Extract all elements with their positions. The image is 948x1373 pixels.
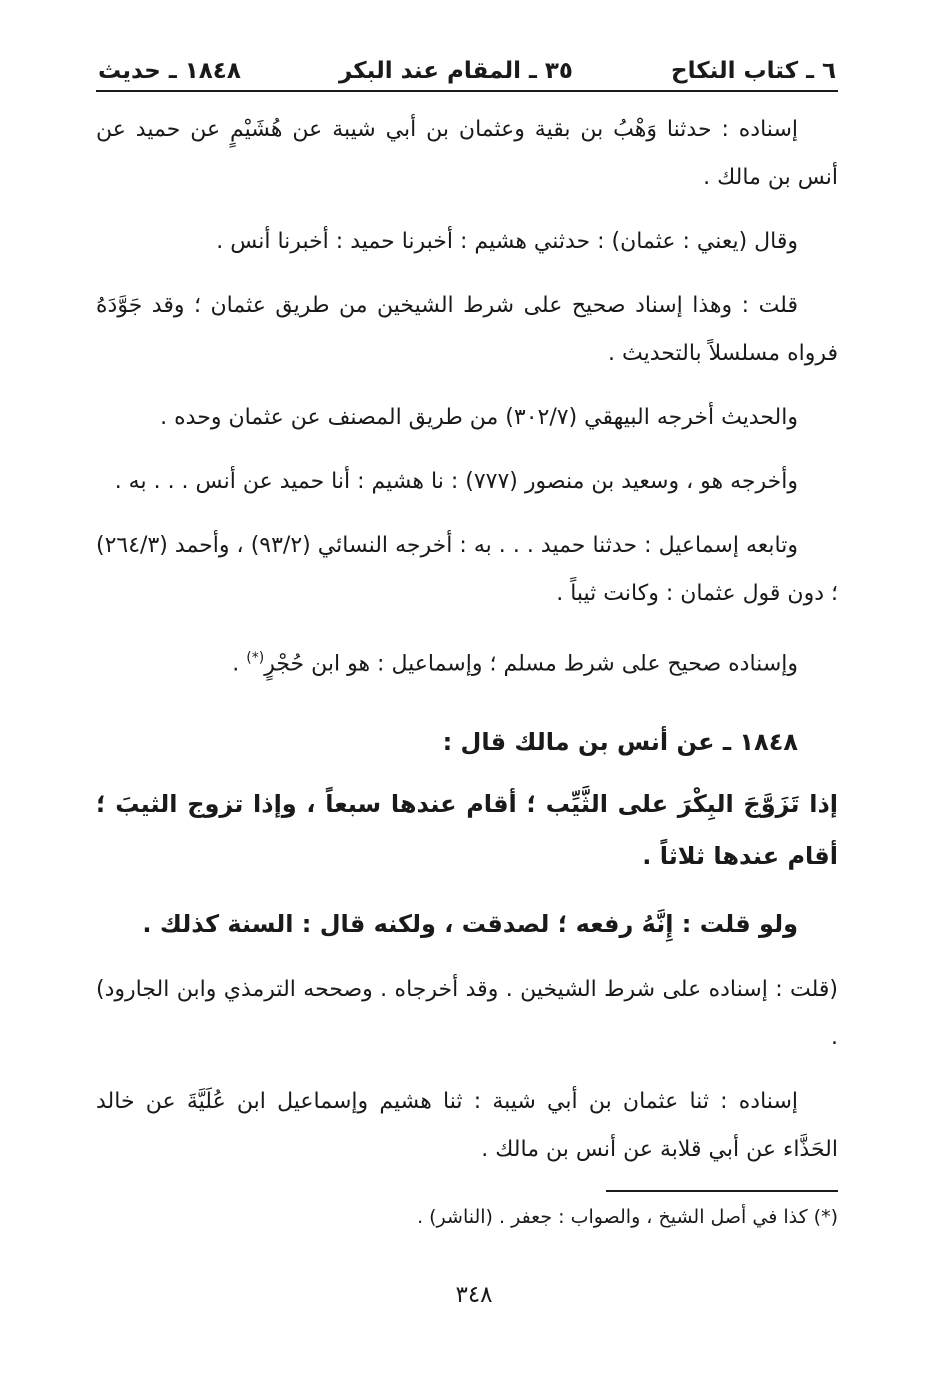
footnote-divider bbox=[606, 1190, 838, 1192]
page-body bbox=[96, 106, 838, 1234]
hadith-isnad bbox=[96, 1078, 838, 1174]
paragraph-text: وأخرجه هو ، وسعيد بن منصور (٧٧٧) : نا هشيم : أنا حميد عن أنس . . . به . bbox=[114, 469, 798, 494]
paragraph-text: إسناده : حدثنا وَهْبُ بن بقية وعثمان بن أبي شيبة عن هُشَيْمٍ عن حميد عن أنس بن مالك . bbox=[96, 117, 838, 190]
paragraph-ismail bbox=[96, 522, 838, 618]
hadith-heading-text: ١٨٤٨ ـ عن أنس بن مالك قال : bbox=[442, 728, 798, 757]
paragraph-text: والحديث أخرجه البيهقي (٣٠٢/٧) من طريق المصنف عن عثمان وحده . bbox=[160, 405, 798, 430]
paragraph-uthman-quote bbox=[96, 218, 838, 266]
paragraph-bayhaqi bbox=[96, 394, 838, 442]
paragraph-text: قلت : وهذا إسناد صحيح على شرط الشيخين من طريق عثمان ؛ وقد جَوَّدَهُ فرواه مسلسلاً بالتحديث . bbox=[96, 293, 838, 366]
paragraph-isnad-note bbox=[96, 634, 838, 688]
paragraph-isnad bbox=[96, 106, 838, 202]
hadith-matn: إذا تَزَوَّجَ البِكْرَ على الثَّيِّب ؛ أقام عندها سبعاً ، وإذا تزوج الثيبَ ؛ أقام عندها ثلاثاً . bbox=[96, 790, 838, 871]
page-number: ٣٤٨ bbox=[455, 1282, 493, 1308]
header-section: ٣٥ ـ المقام عند البكر bbox=[339, 58, 573, 84]
header-chapter: ٦ ـ كتاب النكاح bbox=[671, 58, 836, 84]
paragraph-saeed bbox=[96, 458, 838, 506]
paragraph-text: وتابعه إسماعيل : حدثنا حميد . . . به : أخرجه النسائي (٩٣/٢) ، وأحمد (٢٦٤/٣) ؛ دون قول عثمان : وكانت ثيباً . bbox=[96, 533, 838, 606]
paragraph-text: وإسناده صحيح على شرط مسلم ؛ وإسماعيل : هو ابن حُجْرٍ bbox=[264, 651, 798, 677]
paragraph-grading bbox=[96, 282, 838, 378]
paragraph-text: وقال (يعني : عثمان) : حدثني هشيم : أخبرنا حميد : أخبرنا أنس . bbox=[216, 229, 798, 254]
footnote-marker: (*) bbox=[246, 650, 265, 666]
footnote: (*) كذا في أصل الشيخ ، والصواب : جعفر . (الناشر) . bbox=[417, 1206, 838, 1229]
page bbox=[96, 58, 838, 1234]
hadith-heading bbox=[96, 716, 838, 768]
running-header bbox=[96, 58, 838, 92]
header-hadith-ref: ١٨٤٨ ـ حديث bbox=[98, 58, 241, 84]
hadith-addition bbox=[96, 898, 838, 950]
hadith-verdict: (قلت : إسناده على شرط الشيخين . وقد أخرجاه . وصححه الترمذي وابن الجارود) . bbox=[96, 977, 838, 1051]
hadith-addition-text: ولو قلت : إِنَّهُ رفعه ؛ لصدقت ، ولكنه قال : السنة كذلك . bbox=[142, 910, 798, 939]
paragraph-end: . bbox=[232, 651, 247, 677]
hadith-isnad-text: إسناده : ثنا عثمان بن أبي شيبة : ثنا هشيم وإسماعيل ابن عُلَيَّةَ عن خالد الحَذَّاء عن أبي قلابة عن أنس بن مالك . bbox=[96, 1089, 838, 1163]
